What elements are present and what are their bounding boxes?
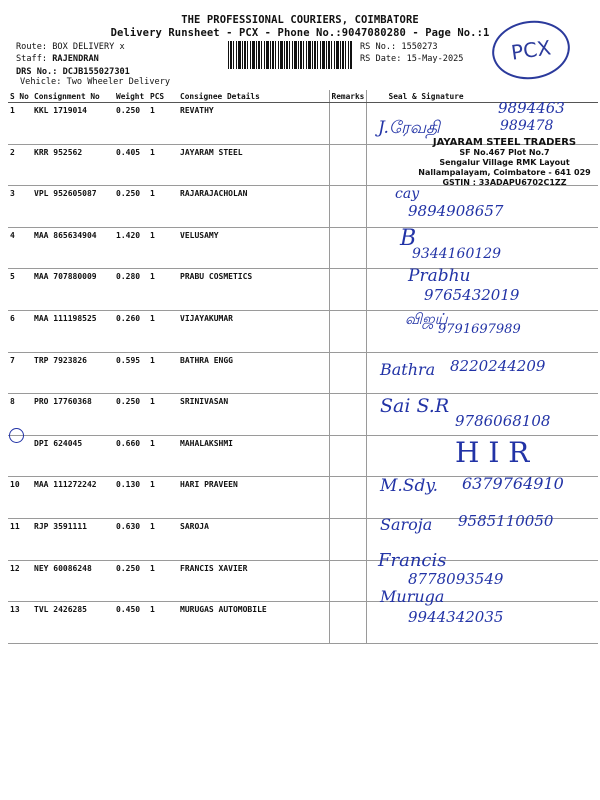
cell-consignee: SRINIVASAN — [178, 394, 329, 436]
cell-pcs: 1 — [148, 227, 178, 269]
signature: Francis — [378, 550, 447, 571]
cell-pcs: 1 — [148, 518, 178, 560]
firm-address-3: Nallampalayam, Coimbatore - 641 029 — [418, 168, 591, 177]
cell-pcs: 1 — [148, 269, 178, 311]
cell-pcs: 1 — [148, 560, 178, 602]
cell-weight: 0.250 — [114, 103, 148, 145]
signature-phone: 9791697989 — [438, 322, 521, 337]
drs-line — [16, 67, 130, 77]
cell-weight: 0.130 — [114, 477, 148, 519]
cell-pcs: 1 — [148, 602, 178, 644]
cell-remarks — [329, 518, 366, 560]
cell-weight: 0.405 — [114, 144, 148, 186]
col-header-pcs: PCS — [148, 90, 178, 103]
signature: Sai S.R — [380, 395, 450, 417]
signature: cay — [395, 186, 420, 202]
table-row — [8, 186, 598, 228]
signature-phone: 9894463 — [498, 99, 565, 117]
cell-remarks — [329, 103, 366, 145]
cell-consignment: RJP 3591111 — [32, 518, 114, 560]
signature-phone: 6379764910 — [462, 474, 564, 493]
cell-consignee: RAJARAJACHOLAN — [178, 186, 329, 228]
cell-consignment: TVL 2426285 — [32, 602, 114, 644]
cell-sno: 13 — [8, 602, 32, 644]
signature-phone: 9585110050 — [458, 512, 554, 530]
cell-remarks — [329, 602, 366, 644]
signature-phone: 9765432019 — [424, 286, 520, 304]
cell-weight: 0.660 — [114, 435, 148, 477]
cell-consignment: KRR 952562 — [32, 144, 114, 186]
cell-pcs: 1 — [148, 310, 178, 352]
cell-consignment: NEY 60086248 — [32, 560, 114, 602]
cell-weight: 0.250 — [114, 560, 148, 602]
cell-pcs: 1 — [148, 477, 178, 519]
signature: H I R — [455, 436, 530, 469]
table-row — [8, 560, 598, 602]
cell-remarks — [329, 269, 366, 311]
cell-sno: 7 — [8, 352, 32, 394]
document-subtitle: Delivery Runsheet - PCX - Phone No.:9047080280 - Page No.:1 — [110, 27, 490, 39]
cell-weight: 0.280 — [114, 269, 148, 311]
rs-number: RS No.: 1550273 — [360, 42, 438, 52]
cell-consignee: MAHALAKSHMI — [178, 435, 329, 477]
firm-stamp — [412, 138, 597, 188]
col-header-sno: S No — [8, 90, 32, 103]
cell-consignment: MAA 865634904 — [32, 227, 114, 269]
cell-weight: 0.595 — [114, 352, 148, 394]
rs-date: RS Date: 15-May-2025 — [360, 54, 464, 64]
cell-sno: 4 — [8, 227, 32, 269]
cell-weight: 0.450 — [114, 602, 148, 644]
staff-line — [16, 54, 99, 64]
cell-pcs: 1 — [148, 186, 178, 228]
signature: Bathra — [380, 360, 436, 379]
cell-sno: 11 — [8, 518, 32, 560]
drs-label: DRS No.: — [16, 67, 58, 77]
firm-address-1: SF No.467 Plot No.7 — [459, 148, 550, 157]
pcx-stamp: PCX — [488, 16, 573, 84]
cell-sno: 2 — [8, 144, 32, 186]
cell-weight: 0.260 — [114, 310, 148, 352]
col-header-consignee: Consignee Details — [178, 90, 329, 103]
cell-consignee: SAROJA — [178, 518, 329, 560]
cell-consignment: MAA 111272242 — [32, 477, 114, 519]
signature-phone: 9894908657 — [408, 202, 504, 220]
table-row — [8, 227, 598, 269]
cell-pcs: 1 — [148, 435, 178, 477]
signature: B — [400, 226, 417, 251]
cell-weight: 0.630 — [114, 518, 148, 560]
barcode — [228, 41, 352, 69]
signature: J.ரேவதி — [378, 118, 440, 138]
cell-sno: 5 — [8, 269, 32, 311]
cell-remarks — [329, 310, 366, 352]
signature-phone: 9786068108 — [455, 412, 551, 430]
cell-consignment: VPL 952605087 — [32, 186, 114, 228]
cell-sno: 3 — [8, 186, 32, 228]
cell-remarks — [329, 477, 366, 519]
cell-sno: 6 — [8, 310, 32, 352]
cell-remarks — [329, 435, 366, 477]
cell-consignment: PRO 17760368 — [32, 394, 114, 436]
cell-consignee: REVATHY — [178, 103, 329, 145]
cell-consignee: MURUGAS AUTOMOBILE — [178, 602, 329, 644]
cell-weight: 1.420 — [114, 227, 148, 269]
firm-name: JAYARAM STEEL TRADERS — [432, 137, 577, 148]
signature-phone: 989478 — [500, 118, 554, 134]
signature-phone: 9944342035 — [408, 608, 504, 626]
cell-consignment: KKL 1719014 — [32, 103, 114, 145]
col-header-weight: Weight — [114, 90, 148, 103]
table-row — [8, 602, 598, 644]
cell-sno: 1 — [8, 103, 32, 145]
cell-pcs: 1 — [148, 103, 178, 145]
staff-label: Staff: — [16, 54, 48, 64]
cell-consignment: DPI 624045 — [32, 435, 114, 477]
cell-sno: 12 — [8, 560, 32, 602]
firm-gstin: GSTIN : 33ADAPU6702C1ZZ — [442, 178, 567, 187]
cell-pcs: 1 — [148, 352, 178, 394]
cell-pcs: 1 — [148, 394, 178, 436]
signature-phone: 9344160129 — [412, 246, 502, 262]
cell-consignee: HARI PRAVEEN — [178, 477, 329, 519]
signature: Saroja — [380, 515, 433, 534]
cell-consignee: BATHRA ENGG — [178, 352, 329, 394]
cell-remarks — [329, 186, 366, 228]
cell-remarks — [329, 560, 366, 602]
cell-sno: 8 — [8, 394, 32, 436]
cell-consignee: JAYARAM STEEL — [178, 144, 329, 186]
cell-consignee: VELUSAMY — [178, 227, 329, 269]
col-header-seal: Seal & Signature — [366, 90, 598, 103]
col-header-remarks: Remarks — [329, 90, 366, 103]
cell-consignee: FRANCIS XAVIER — [178, 560, 329, 602]
staff-value: RAJENDRAN — [52, 54, 99, 64]
cell-consignee: PRABU COSMETICS — [178, 269, 329, 311]
signature: விஜய் — [405, 310, 448, 328]
cell-consignment: MAA 111198525 — [32, 310, 114, 352]
cell-remarks — [329, 144, 366, 186]
signature: Muruga — [380, 587, 445, 606]
cell-consignee: VIJAYAKUMAR — [178, 310, 329, 352]
cell-consignment: MAA 707880009 — [32, 269, 114, 311]
cell-weight: 0.250 — [114, 186, 148, 228]
vehicle-line: Vehicle: Two Wheeler Delivery — [20, 77, 171, 87]
signature-phone: 8220244209 — [450, 357, 546, 375]
cell-remarks — [329, 394, 366, 436]
document-title: THE PROFESSIONAL COURIERS, COIMBATORE — [181, 14, 419, 26]
cell-pcs: 1 — [148, 144, 178, 186]
signature: M.Sdy. — [380, 476, 439, 496]
circled-row-number-mark — [9, 428, 24, 443]
cell-remarks — [329, 227, 366, 269]
col-header-consignment: Consignment No — [32, 90, 114, 103]
drs-value: DCJB155027301 — [62, 67, 130, 77]
signature-phone: 8778093549 — [408, 570, 504, 588]
cell-remarks — [329, 352, 366, 394]
cell-weight: 0.250 — [114, 394, 148, 436]
signature: Prabhu — [408, 266, 471, 286]
cell-sno: 10 — [8, 477, 32, 519]
cell-consignment: TRP 7923826 — [32, 352, 114, 394]
route-line: Route: BOX DELIVERY x — [16, 42, 125, 52]
firm-address-2: Sengalur Village RMK Layout — [439, 158, 570, 167]
